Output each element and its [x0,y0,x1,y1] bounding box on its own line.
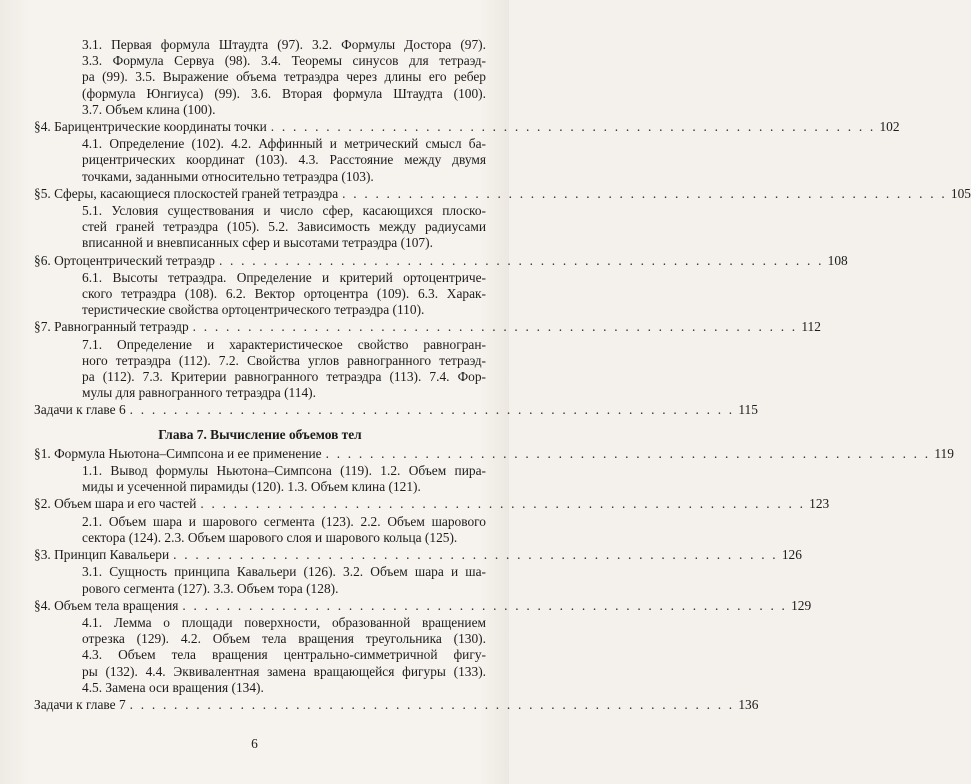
toc-section-entry[interactable] [34,445,954,462]
dot-leader: . . . . . . . . . . . . . . . . . . . . . . . . . . . . . . . . . . . . . . . . . . . . . . . . . . . . . . . [182,597,788,613]
toc-section-entry[interactable] [34,597,812,614]
toc-subsection-line: 3.7. Объем клина (100). [82,101,216,117]
toc-subsection-line: 2.1. Объем шара и шарового сегмента (123). 2.2. Объем шарового [82,513,486,529]
toc-subsection-list [34,615,486,696]
toc-section-label: Задачи к главе 7 [34,696,126,712]
dot-leader: . . . . . . . . . . . . . . . . . . . . . . . . . . . . . . . . . . . . . . . . . . . . . . . . . . . . . . . [342,185,947,201]
toc-section-entry[interactable] [34,696,759,713]
toc-subsection-line: ного тетраэдра (112). 7.2. Свойства углов равногранного тетраэд- [82,352,486,368]
toc-section-label: §2. Объем шара и его частей [34,496,197,512]
toc-section-entry[interactable] [34,185,971,202]
toc-subsection-list [34,463,486,495]
toc-page-number: 102 [879,119,900,135]
toc-subsection-line: рицентрических координат (103). 4.3. Расстояние между двумя [82,152,486,168]
toc-subsection-list [34,337,486,402]
toc-subsection-line: сектора (124). 2.3. Объем шарового слоя и шарового кольца (125). [82,529,458,545]
dot-leader: . . . . . . . . . . . . . . . . . . . . . . . . . . . . . . . . . . . . . . . . . . . . . . . . . . . . . . . [200,496,806,512]
toc-subsection-list [34,203,486,252]
toc-section-label: §6. Ортоцентрический тетраэдр [34,252,215,268]
toc-page-number: 123 [809,496,830,512]
toc-subsection-list [34,37,486,118]
toc-subsection-line: 4.3. Объем тела вращения центрально-симметричной фигу- [82,647,486,663]
toc-subsection-list [34,270,486,319]
toc-subsection-line: вписанной и вневписанных сфер и высотами тетраэдра (107). [82,235,433,251]
toc-section-entry[interactable] [34,319,821,335]
toc-subsection-line: отрезка (129). 4.2. Объем тела вращения треугольника (130). [82,631,486,647]
dot-leader: . . . . . . . . . . . . . . . . . . . . . . . . . . . . . . . . . . . . . . . . . . . . . . . . . . . . . . . [129,402,735,418]
dot-leader: . . . . . . . . . . . . . . . . . . . . . . . . . . . . . . . . . . . . . . . . . . . . . . . . . . . . . . . [270,119,876,135]
chapter-heading: Глава 7. Вычисление объемов тел [158,426,362,442]
toc-subsection-line: 5.1. Условия существования и число сфер, касающихся плоско- [82,203,486,219]
toc-subsection-line: стей граней тетраэдра (105). 5.2. Зависимость между радиусами [82,219,486,235]
toc-page-number: 126 [781,547,802,563]
toc-page-number: 129 [791,597,812,613]
toc-section-label: §5. Сферы, касающиеся плоскостей граней тетраэдра [34,185,339,201]
toc-section-label: Задачи к главе 6 [34,402,126,418]
toc-subsection-list [34,136,486,185]
toc-subsection-line: 1.1. Вывод формулы Ньютона–Симпсона (119). 1.2. Объем пира- [82,463,486,479]
toc-subsection-line: 7.1. Определение и характеристическое свойство равногран- [82,336,486,352]
toc-section-entry[interactable] [34,402,758,418]
toc-section-label: §7. Равногранный тетраэдр [34,319,189,335]
dot-leader: . . . . . . . . . . . . . . . . . . . . . . . . . . . . . . . . . . . . . . . . . . . . . . . . . . . . . . . [218,252,824,268]
toc-subsection-line: мулы для равногранного тетраэдра (114). [82,385,316,401]
toc-section-entry[interactable] [34,496,830,512]
table-of-contents [34,37,971,714]
toc-section-entry[interactable] [34,252,848,269]
page-number: 6 [251,736,258,751]
toc-page-number: 112 [801,319,821,335]
dot-leader: . . . . . . . . . . . . . . . . . . . . . . . . . . . . . . . . . . . . . . . . . . . . . . . . . . . . . . . [129,696,735,712]
toc-subsection-line: точками, заданными относительно тетраэдра (103). [82,168,374,184]
toc-subsection-line: ра (112). 7.3. Критерии равногранного тетраэдра (113). 7.4. Фор- [82,369,486,385]
toc-subsection-line: (формула Юнгиуса) (99). 3.6. Вторая формула Штаудта (100). [82,85,486,101]
toc-subsection-line: миды и усеченной пирамиды (120). 1.3. Объем клина (121). [82,479,421,495]
toc-section-label: §1. Формула Ньютона–Симпсона и ее применение [34,445,322,461]
toc-subsection-line: 6.1. Высоты тетраэдра. Определение и критерий ортоцентриче- [82,269,486,285]
toc-section-label: §4. Барицентрические координаты точки [34,119,267,135]
toc-subsection-line: 4.5. Замена оси вращения (134). [82,679,264,695]
toc-page-number: 119 [934,445,954,461]
toc-subsection-line: теристические свойства ортоцентрического тетраэдра (110). [82,302,425,318]
toc-subsection-line: ра (99). 3.5. Выражение объема тетраэдра через длины его ребер [82,69,486,85]
toc-page-number: 108 [827,252,848,268]
dot-leader: . . . . . . . . . . . . . . . . . . . . . . . . . . . . . . . . . . . . . . . . . . . . . . . . . . . . . . . [173,547,778,563]
toc-page-number: 136 [738,696,759,712]
toc-section-entry[interactable] [34,547,802,563]
toc-page-number: 105 [950,185,971,201]
toc-subsection-line: 3.1. Первая формула Штаудта (97). 3.2. Формулы Достора (97). [82,37,486,52]
toc-section-label: §3. Принцип Кавальери [34,547,170,563]
toc-subsection-line: 3.1. Сущность принципа Кавальери (126). 3.2. Объем шара и ша- [82,564,486,580]
toc-section-entry[interactable] [34,119,900,135]
toc-section-label: §4. Объем тела вращения [34,597,179,613]
toc-subsection-line: ского тетраэдра (108). 6.2. Вектор ортоцентра (109). 6.3. Харак- [82,286,486,302]
toc-page-number: 115 [738,402,758,418]
toc-subsection-line: ры (132). 4.4. Эквивалентная замена вращающейся фигуры (133). [82,663,486,679]
toc-subsection-line: 3.3. Формула Сервуа (98). 3.4. Теоремы синусов для тетраэд- [82,53,486,69]
toc-subsection-line: 4.1. Определение (102). 4.2. Аффинный и метрический смысл ба- [82,136,486,152]
dot-leader: . . . . . . . . . . . . . . . . . . . . . . . . . . . . . . . . . . . . . . . . . . . . . . . . . . . . . . . [192,319,798,335]
dot-leader: . . . . . . . . . . . . . . . . . . . . . . . . . . . . . . . . . . . . . . . . . . . . . . . . . . . . . . . [325,445,931,461]
toc-subsection-list [34,564,486,596]
toc-subsection-list [34,514,486,546]
toc-subsection-line: рового сегмента (127). 3.3. Объем тора (128). [82,580,339,596]
toc-subsection-line: 4.1. Лемма о площади поверхности, образованной вращением [82,614,486,630]
